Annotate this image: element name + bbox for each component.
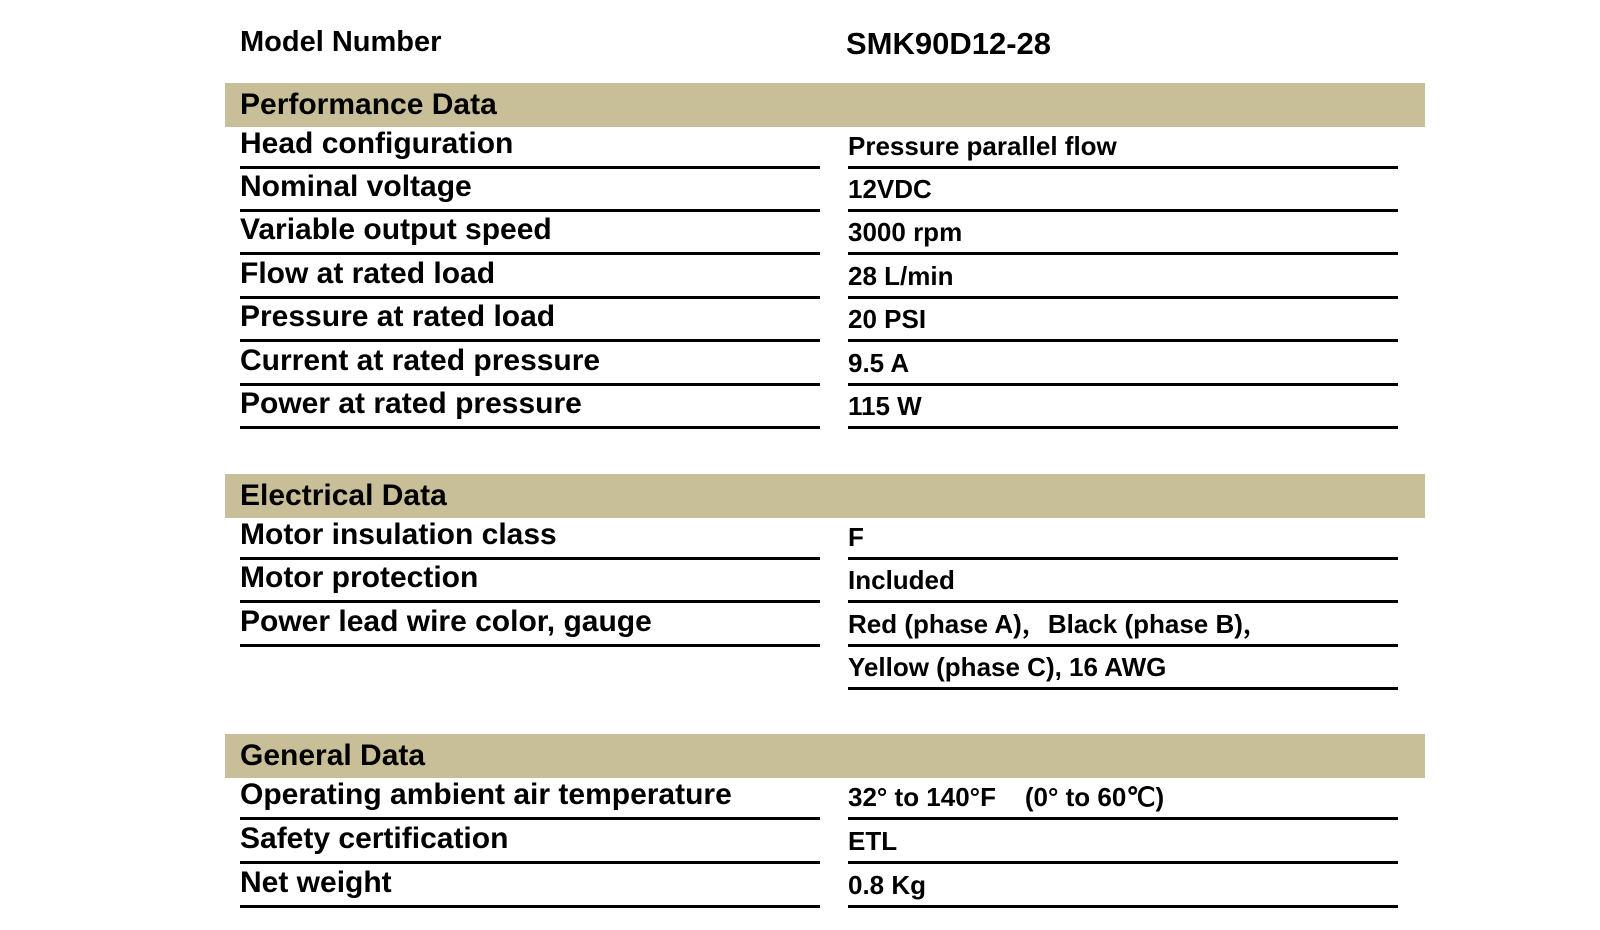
spec-label-power-at-rated-pressure: Power at rated pressure [240, 386, 820, 429]
spec-value-flow-at-rated-load: 28 L/min [848, 256, 1398, 299]
spec-label-pressure-at-rated-load: Pressure at rated load [240, 299, 820, 342]
model-number-value: SMK90D12-28 [846, 26, 1052, 61]
spec-value-nominal-voltage: 12VDC [848, 169, 1398, 212]
spec-label-nominal-voltage: Nominal voltage [240, 169, 820, 212]
spec-label-motor-protection: Motor protection [240, 560, 820, 603]
spec-value-power-lead-wire-continued: Yellow (phase C), 16 AWG [848, 647, 1398, 690]
spec-label-head-configuration: Head configuration [240, 126, 820, 169]
spec-value-power-at-rated-pressure: 115 W [848, 386, 1398, 429]
spec-value-safety-certification: ETL [848, 821, 1398, 864]
spec-value-variable-output-speed: 3000 rpm [848, 212, 1398, 255]
spec-value-motor-insulation-class: F [848, 517, 1398, 560]
spec-label-power-lead-wire: Power lead wire color, gauge [240, 604, 820, 647]
spec-label-flow-at-rated-load: Flow at rated load [240, 256, 820, 299]
spec-value-net-weight: 0.8 Kg [848, 865, 1398, 908]
spec-value-pressure-at-rated-load: 20 PSI [848, 299, 1398, 342]
spec-label-variable-output-speed: Variable output speed [240, 212, 820, 255]
section-title-performance: Performance Data [240, 88, 497, 121]
section-title-electrical: Electrical Data [240, 479, 447, 512]
spec-label-operating-temperature: Operating ambient air temperature [240, 777, 820, 820]
spec-label-motor-insulation-class: Motor insulation class [240, 517, 820, 560]
spec-value-motor-protection: Included [848, 560, 1398, 603]
spec-value-head-configuration: Pressure parallel flow [848, 126, 1398, 169]
spec-value-power-lead-wire: Red (phase A)，Black (phase B)， [848, 604, 1398, 647]
spec-label-safety-certification: Safety certification [240, 821, 820, 864]
spec-label-current-at-rated-pressure: Current at rated pressure [240, 343, 820, 386]
section-title-general: General Data [240, 739, 426, 772]
model-number-label: Model Number [240, 26, 442, 58]
spec-label-net-weight: Net weight [240, 865, 820, 908]
spec-value-operating-temperature: 32° to 140°F (0° to 60℃) [848, 777, 1398, 820]
spec-value-current-at-rated-pressure: 9.5 A [848, 343, 1398, 386]
